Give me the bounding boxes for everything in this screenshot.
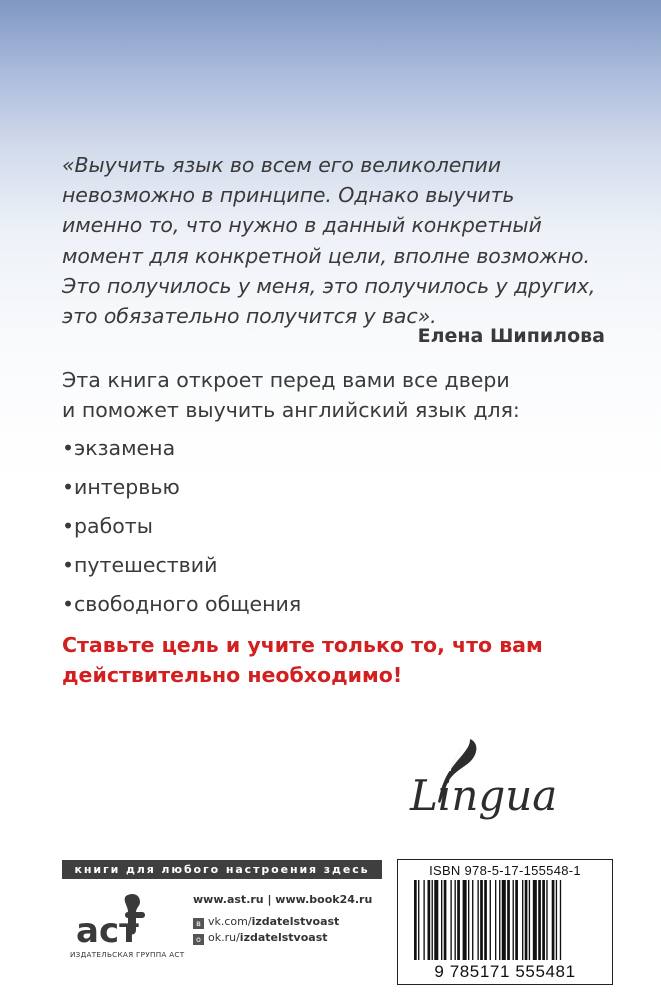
list-item-label: путешествий bbox=[74, 553, 218, 577]
call-to-action bbox=[62, 630, 543, 690]
list-item bbox=[62, 433, 301, 472]
publisher-logo bbox=[70, 890, 185, 980]
list-item bbox=[62, 472, 301, 511]
barcode-bar bbox=[441, 880, 442, 960]
barcode-bar bbox=[457, 880, 460, 960]
bullet-marker: • bbox=[62, 592, 75, 616]
barcode-bar bbox=[477, 880, 478, 960]
intro-line: Эта книга откроет перед вами все двери bbox=[62, 368, 510, 392]
barcode-bar bbox=[513, 880, 514, 960]
barcode-bar bbox=[463, 880, 467, 960]
list-item-label: экзамена bbox=[74, 436, 176, 460]
ok-icon: о bbox=[193, 934, 204, 945]
cta-line: действительно необходимо! bbox=[62, 663, 403, 687]
barcode-bar bbox=[522, 880, 523, 960]
barcode-bar bbox=[552, 880, 555, 960]
intro-text bbox=[62, 365, 520, 425]
bullet-list bbox=[62, 433, 301, 628]
quote-line: невозможно в принципе. Однако выучить bbox=[62, 183, 515, 208]
barcode-bar bbox=[434, 880, 438, 960]
barcode-bar bbox=[472, 880, 473, 960]
series-logo-text: Lingua bbox=[410, 771, 558, 820]
barcode-bar bbox=[423, 880, 424, 960]
cta-line: Ставьте цель и учите только то, что вам bbox=[62, 633, 543, 657]
publisher-sites[interactable]: www.ast.ru | www.book24.ru bbox=[193, 893, 373, 906]
list-item-label: интервью bbox=[74, 475, 180, 499]
barcode-bar bbox=[432, 880, 433, 960]
social-handle: izdatelstvoast bbox=[239, 931, 328, 944]
barcode-bar bbox=[499, 880, 500, 960]
barcode-bar bbox=[480, 880, 483, 960]
intro-line: и поможет выучить английский язык для: bbox=[62, 398, 520, 422]
barcode bbox=[414, 880, 598, 960]
barcode-bar bbox=[490, 880, 491, 960]
barcode-bar bbox=[542, 880, 545, 960]
barcode-bar bbox=[495, 880, 496, 960]
barcode-bar bbox=[546, 880, 547, 960]
barcode-bar bbox=[502, 880, 506, 960]
logo-text: аст bbox=[76, 911, 139, 948]
barcode-bar bbox=[468, 880, 469, 960]
ast-logo-icon bbox=[70, 890, 180, 948]
list-item bbox=[62, 589, 301, 628]
barcode-bar bbox=[529, 880, 530, 960]
barcode-bar bbox=[556, 880, 557, 960]
quote-line: Это получилось у меня, это получилось у других, bbox=[62, 273, 596, 298]
social-link-vk[interactable] bbox=[193, 915, 339, 929]
isbn-barcode-block bbox=[397, 859, 613, 985]
quote-line: именно то, что нужно в данный конкретный bbox=[62, 213, 542, 238]
quote-author: Елена Шипилова bbox=[417, 325, 605, 347]
barcode-bar bbox=[418, 880, 419, 960]
vk-icon: в bbox=[193, 918, 204, 929]
barcode-bar bbox=[455, 880, 456, 960]
social-prefix: ok.ru/ bbox=[208, 931, 240, 944]
barcode-bar bbox=[484, 880, 487, 960]
quote-block bbox=[62, 150, 622, 331]
barcode-digits: 9 785171 555481 bbox=[434, 962, 576, 981]
quote-line: момент для конкретной цели, вполне возможно. bbox=[62, 243, 590, 268]
list-item bbox=[62, 550, 301, 589]
bullet-marker: • bbox=[62, 475, 75, 499]
barcode-bar bbox=[525, 880, 528, 960]
social-link-ok[interactable] bbox=[193, 931, 328, 945]
barcode-bar bbox=[428, 880, 431, 960]
list-item-label: работы bbox=[74, 514, 153, 538]
barcode-bar bbox=[515, 880, 518, 960]
barcode-bar bbox=[538, 880, 541, 960]
barcode-bar bbox=[533, 880, 537, 960]
publisher-caption: ИЗДАТЕЛЬСКАЯ ГРУППА АСТ bbox=[70, 950, 185, 959]
isbn-label: ISBN 978-5-17-155548-1 bbox=[429, 863, 581, 878]
barcode-bar bbox=[444, 880, 447, 960]
social-handle: izdatelstvoast bbox=[251, 915, 340, 928]
barcode-bar bbox=[450, 880, 451, 960]
barcode-bar bbox=[414, 880, 417, 960]
list-item-label: свободного общения bbox=[74, 592, 302, 616]
bullet-marker: • bbox=[62, 436, 75, 460]
list-item bbox=[62, 511, 301, 550]
social-prefix: vk.com/ bbox=[208, 915, 252, 928]
barcode-bar bbox=[560, 880, 561, 960]
publisher-tagline: книги для любого настроения здесь bbox=[62, 860, 382, 879]
quote-line: «Выучить язык во всем его великолепии bbox=[62, 153, 501, 177]
bullet-marker: • bbox=[62, 514, 75, 538]
quote-line: это обязательно получится у вас». bbox=[62, 304, 437, 329]
series-logo bbox=[410, 735, 610, 825]
barcode-bar bbox=[507, 880, 510, 960]
bullet-marker: • bbox=[62, 553, 75, 577]
